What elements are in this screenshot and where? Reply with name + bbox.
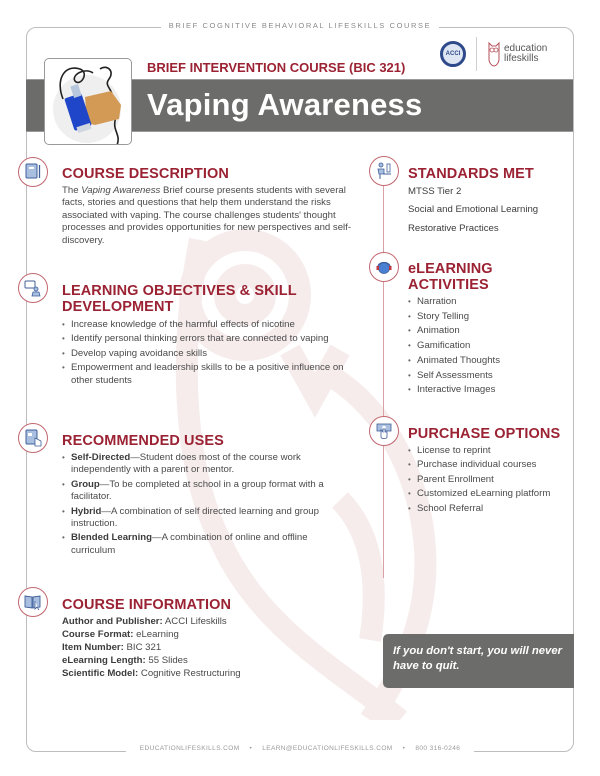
list-item: • Purchase individual courses bbox=[408, 459, 573, 471]
globe-headset-icon-badge bbox=[369, 252, 399, 282]
section-title-cont: ACTIVITIES bbox=[408, 277, 489, 293]
presenter-icon-badge bbox=[18, 273, 48, 303]
section-title: eLEARNING bbox=[408, 261, 493, 277]
list-item: • Self Assessments bbox=[408, 370, 573, 382]
section-title: COURSE INFORMATION bbox=[62, 597, 232, 613]
hand-money-icon bbox=[375, 422, 393, 440]
info-row: Scientific Model: Cognitive Restructuring bbox=[62, 668, 241, 679]
desk-worker-icon bbox=[375, 162, 393, 180]
open-book-cursor-icon-badge bbox=[18, 587, 48, 617]
list-item: • Empowerment and leadership skills to be a positive influence on other students bbox=[62, 362, 354, 387]
section-title: RECOMMENDED USES bbox=[62, 433, 224, 449]
section-title: PURCHASE OPTIONS bbox=[408, 426, 561, 442]
list-item: • License to reprint bbox=[408, 445, 573, 457]
section-title: LEARNING OBJECTIVES & SKILL bbox=[62, 283, 297, 299]
list-item: • Group—To be completed at school in a group format with a facilitator. bbox=[62, 479, 354, 504]
course-info-rows bbox=[62, 615, 354, 680]
course-information-section bbox=[62, 597, 354, 680]
standards-list bbox=[408, 186, 573, 235]
list-item: • Develop vaping avoidance skills bbox=[62, 348, 354, 360]
footer-email[interactable]: LEARN@EDUCATIONLIFESKILLS.COM bbox=[262, 745, 393, 752]
list-item: MTSS Tier 2 bbox=[408, 186, 462, 197]
learning-objectives-section bbox=[62, 283, 354, 389]
info-row: Item Number: BIC 321 bbox=[62, 642, 162, 653]
objectives-list bbox=[62, 319, 354, 387]
section-title: COURSE DESCRIPTION bbox=[62, 166, 229, 182]
desk-worker-icon-badge bbox=[369, 156, 399, 186]
tablet-touch-icon bbox=[24, 429, 42, 447]
list-item: • Animation bbox=[408, 325, 573, 337]
page-title: Vaping Awareness bbox=[147, 87, 423, 122]
frame-title: BRIEF COGNITIVE BEHAVIORAL LIFESKILLS COURSE bbox=[0, 21, 600, 30]
hand-money-icon-badge bbox=[369, 416, 399, 446]
hero-image bbox=[44, 58, 132, 145]
course-description-text: The Vaping Awareness Brief course presents students with several facts, stories and questions that help them understand the risks associated with vaping. The course challenges students' thought processes and provides opportunities for new perspectives and self-discovery. bbox=[62, 185, 352, 246]
list-item: • Self-Directed—Student does most of the course work independently with a parent or mentor. bbox=[62, 452, 354, 477]
course-subtitle: BRIEF INTERVENTION COURSE (BIC 321) bbox=[147, 60, 406, 75]
info-row: Author and Publisher: ACCI Lifeskills bbox=[62, 616, 227, 627]
logo-area bbox=[440, 37, 547, 71]
activities-list bbox=[408, 296, 573, 397]
section-title-cont: DEVELOPMENT bbox=[62, 299, 174, 315]
uses-list bbox=[62, 452, 354, 557]
list-item: • Increase knowledge of the harmful effects of nicotine bbox=[62, 319, 354, 331]
info-row: Course Format: eLearning bbox=[62, 629, 179, 640]
footer-phone: 800 316-0246 bbox=[415, 745, 461, 752]
list-item: Restorative Practices bbox=[408, 222, 499, 234]
list-item: • Hybrid—A combination of self directed learning and group instruction. bbox=[62, 506, 354, 531]
list-item: • School Referral bbox=[408, 503, 573, 515]
open-book-cursor-icon bbox=[24, 593, 42, 611]
list-item: • Animated Thoughts bbox=[408, 355, 573, 367]
tablet-touch-icon-badge bbox=[18, 423, 48, 453]
list-item: • Parent Enrollment bbox=[408, 474, 573, 486]
list-item: • Identify personal thinking errors that are connected to vaping bbox=[62, 333, 354, 345]
presenter-icon bbox=[24, 279, 42, 297]
list-item: • Customized eLearning platform bbox=[408, 488, 573, 500]
purchase-list bbox=[408, 445, 573, 515]
book-icon-badge bbox=[18, 157, 48, 187]
elearning-activities-section bbox=[408, 261, 573, 399]
education-lifeskills-logo: education lifeskills bbox=[487, 41, 547, 67]
owl-logo-icon bbox=[487, 41, 501, 67]
info-row: eLearning Length: 55 Slides bbox=[62, 655, 188, 666]
list-item: • Story Telling bbox=[408, 311, 573, 323]
book-icon bbox=[24, 163, 42, 181]
list-item: • Blended Learning—A combination of online and offline curriculum bbox=[62, 532, 354, 557]
course-description-section bbox=[62, 166, 352, 247]
footer-website[interactable]: EDUCATIONLIFESKILLS.COM bbox=[139, 745, 240, 752]
list-item: • Gamification bbox=[408, 340, 573, 352]
globe-headset-icon bbox=[375, 258, 393, 276]
list-item: • Interactive Images bbox=[408, 384, 573, 396]
list-item: • Narration bbox=[408, 296, 573, 308]
list-item: Social and Emotional Learning bbox=[408, 204, 539, 216]
quote-box: If you don't start, you will never have to quit. bbox=[383, 634, 574, 688]
purchase-options-section bbox=[408, 426, 573, 517]
timeline-line bbox=[383, 175, 384, 578]
recommended-uses-section bbox=[62, 433, 354, 559]
footer: EDUCATIONLIFESKILLS.COM • LEARN@EDUCATIONLIFESKILLS.COM • 800 316-0246 bbox=[0, 745, 600, 752]
logo-divider bbox=[476, 37, 477, 71]
standards-met-section bbox=[408, 166, 573, 241]
vape-hand-icon bbox=[45, 59, 132, 145]
acci-seal-icon: ACCI bbox=[440, 41, 466, 67]
section-title: STANDARDS MET bbox=[408, 166, 534, 182]
